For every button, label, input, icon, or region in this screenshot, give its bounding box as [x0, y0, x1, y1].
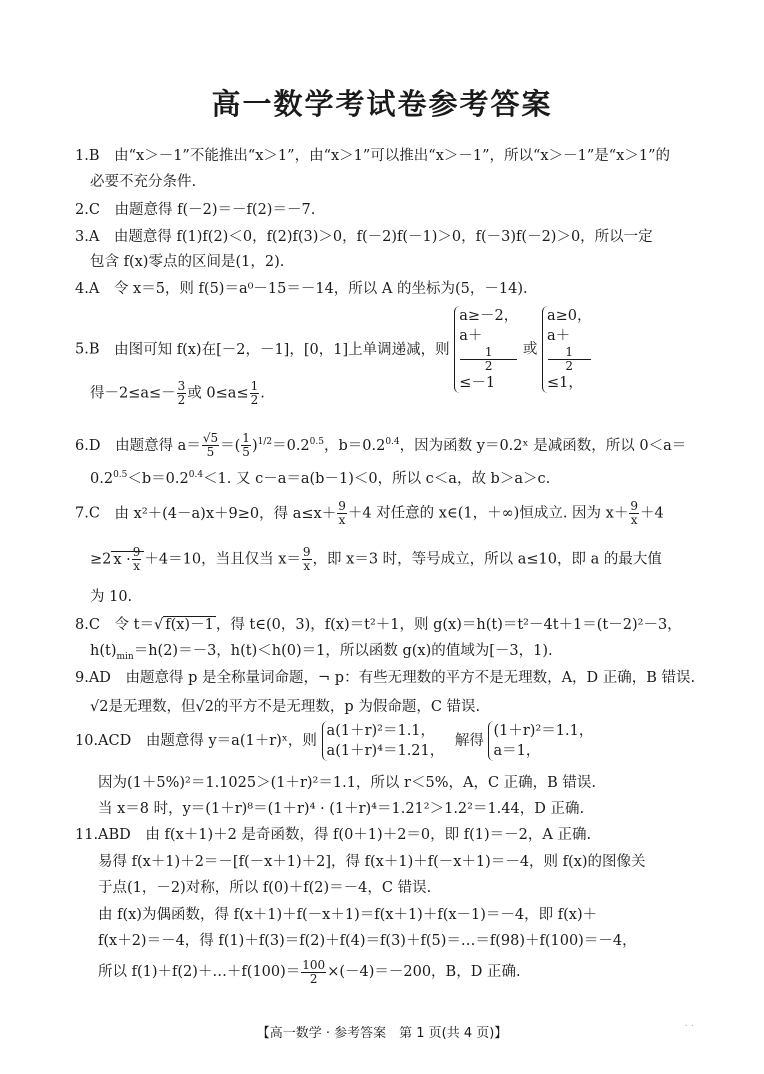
answer-number: 2.C	[75, 202, 100, 218]
answer-text: $h(t)_{min}=h(2)=-3$，h(t)＜h(0)＝1，所以函数 g(x)的值域为[－3，1).	[90, 643, 553, 662]
answer-text: 因为(1＋5%)²＝1.1025＞(1＋r)²＝1.1，所以 r＜5%，A，C 正确，B 错误.	[98, 775, 597, 791]
fraction: $\frac{1}{5}$	[242, 431, 250, 460]
fraction: 1 2	[460, 346, 517, 373]
answer-number: 8.C	[75, 617, 100, 633]
answer-text: 为 10.	[90, 589, 133, 605]
answer-10: 10.ACD 由题意得 y＝a(1＋r)ˣ，则 a(1＋r)²＝1.1， a(1＋r)⁴＝1.21， 解得 (1＋r)²＝1.1， a＝1，	[75, 723, 594, 759]
fraction: 1 2	[548, 346, 591, 373]
sqrt-expression: x · $\frac{9}{x}$	[111, 551, 144, 568]
answer-number: 10.ACD	[75, 733, 132, 749]
answer-number: 1.B	[75, 148, 100, 164]
fraction: $\frac{√5}{5}$	[202, 431, 219, 460]
answer-text: 令 x＝5，则 f(5)＝a⁰－15＝－14，所以 A 的坐标为(5，－14).	[113, 281, 528, 297]
page-footer: 【高一数学 · 参考答案 第 1 页(共 4 页)】	[256, 1026, 508, 1041]
answer-3	[75, 228, 653, 246]
answer-text: 包含 f(x)零点的区间是(1，2).	[90, 254, 285, 270]
answer-text: $0.2^{0.5}<b=0.2^{0.4}<1$. 又 c－a＝a(b－1)＜0，所以 c＜a，故 b＞a＞c.	[90, 470, 551, 487]
answer-text: 当 x＝8 时，y＝(1＋r)⁸＝(1＋r)⁴ · (1＋r)⁴＝1.21²＞1.2²＝1.44，D 正确.	[98, 801, 585, 817]
answer-2	[75, 201, 315, 219]
fraction: $\frac{3}{2}$	[177, 379, 186, 407]
answer-1	[75, 147, 670, 165]
answer-text: 于点(1，－2)对称，所以 f(0)＋f(2)＝－4，C 错误.	[98, 880, 432, 896]
answer-number: 9.AD	[75, 670, 111, 686]
answer-text: √2是无理数，但√2的平方不是无理数，p 为假命题，C 错误.	[90, 699, 481, 715]
answer-text: 由题意得 f(－2)＝－f(2)＝－7.	[114, 202, 316, 218]
answer-text: f(x＋2)＝－4，得 f(1)＋f(3)＝f(2)＋f(4)＝f(3)＋f(5)＝…＝f(98)＋f(100)＝－4，	[98, 933, 637, 949]
answer-9: 9.AD 由题意得 p 是全称量词命题，¬ p：有些无理数的平方不是无理数，A，D 正确，B 错误.	[75, 670, 696, 686]
fraction: $\frac{1}{2}$	[250, 379, 259, 407]
answer-4	[75, 280, 528, 298]
fraction: $\frac{9}{x}$	[338, 499, 346, 527]
answer-number: 6.D	[75, 437, 101, 454]
answer-number: 4.A	[75, 281, 100, 297]
answer-text: 必要不充分条件.	[90, 174, 197, 190]
fraction: $\frac{9}{x}$	[132, 545, 141, 573]
answer-text: 得－2≤a≤－ $\frac{3}{2}$ 或 0≤a≤ $\frac{1}{2}$ .	[90, 379, 265, 407]
answer-number: 3.A	[75, 229, 100, 245]
answer-8: 8.C 令 t＝√ f(x)－1 ，得 t∈(0，3)，f(x)＝t²＋1，则 g(x)＝h(t)＝t²－4t＋1＝(t－2)²－3，	[75, 617, 682, 633]
answer-7: 7.C 由 x²＋(4－a)x＋9≥0，得 a≤x＋ $\frac{9}{x}$ ＋4 对任意的 x∈(1，＋∞)恒成立. 因为 x＋ $\frac{9}{x}$ ＋4	[75, 499, 664, 527]
answer-text: 由题意得 f(1)f(2)＜0，f(2)f(3)＞0，f(－2)f(－1)＞0，f(－3)f(－2)＞0，所以一定	[113, 229, 653, 245]
inequality-system: a≥0， a＋ 1 2 ≤1，	[542, 306, 592, 393]
answer-text: 易得 f(x＋1)＋2＝－[f(－x＋1)＋2]，得 f(x＋1)＋f(－x＋1)＝－4，则 f(x)的图像关	[98, 854, 646, 870]
answer-text: 由“x＞－1”不能推出“x＞1”，由“x＞1”可以推出“x＞－1”，所以“x＞－1”是“x＞1”的	[114, 148, 670, 164]
answer-5: 5.B 由图可知 f(x)在[－2，－1]，[0，1]上单调递减，则 a≥－2， a＋ 1 2 ≤－1 或 a≥0， a＋ 1 2 ≤1，	[75, 308, 592, 391]
fraction: $\frac{9}{x}$	[630, 499, 638, 527]
page-title: 高一数学考试卷参考答案	[211, 87, 553, 121]
fraction: $\frac{9}{x}$	[302, 545, 311, 573]
corner-mark: . .	[684, 1018, 694, 1029]
answer-number: 7.C	[75, 505, 100, 522]
answer-text: ≥2 x · $\frac{9}{x}$ ＋4＝10，当且仅当 x＝ $\frac{9}{x}$ ，即 x＝3 时，等号成立，所以 a≤10，即 a 的最大值	[90, 545, 662, 573]
answer-number: 11.ABD	[75, 827, 131, 843]
answer-number: 5.B	[75, 341, 100, 358]
answer-text: 所以 f(1)＋f(2)＋…＋f(100)＝ $\frac{100}{2}$ ×(－4)＝－200，B，D 正确.	[98, 957, 521, 986]
answer-6: 6.D 由题意得 a＝ $\frac{√5}{5}$ ＝( $\frac{1}{5}$ )$^{1/2}=0.2^{0.5}$，$b=0.2^{0.4}$，因为函数 y＝0.2ˣ 是减函数，所以 0＜a＝	[75, 431, 687, 460]
fraction: $\frac{100}{2}$	[302, 957, 326, 986]
equation-system: (1＋r)²＝1.1， a＝1，	[488, 721, 593, 761]
answer-11: 11.ABD 由 f(x＋1)＋2 是奇函数，得 f(0＋1)＋2＝0，即 f(1)＝－2，A 正确.	[75, 827, 592, 843]
equation-system: a(1＋r)²＝1.1， a(1＋r)⁴＝1.21，	[322, 721, 445, 761]
inequality-system: a≥－2， a＋ 1 2 ≤－1	[454, 306, 518, 393]
answer-text: 由 f(x)为偶函数，得 f(x＋1)＋f(－x＋1)＝f(x＋1)＋f(x－1)＝－4，即 f(x)＋	[98, 907, 598, 923]
answer-text: 由图可知 f(x)在[－2，－1]，[0，1]上单调递减，则	[114, 341, 450, 358]
